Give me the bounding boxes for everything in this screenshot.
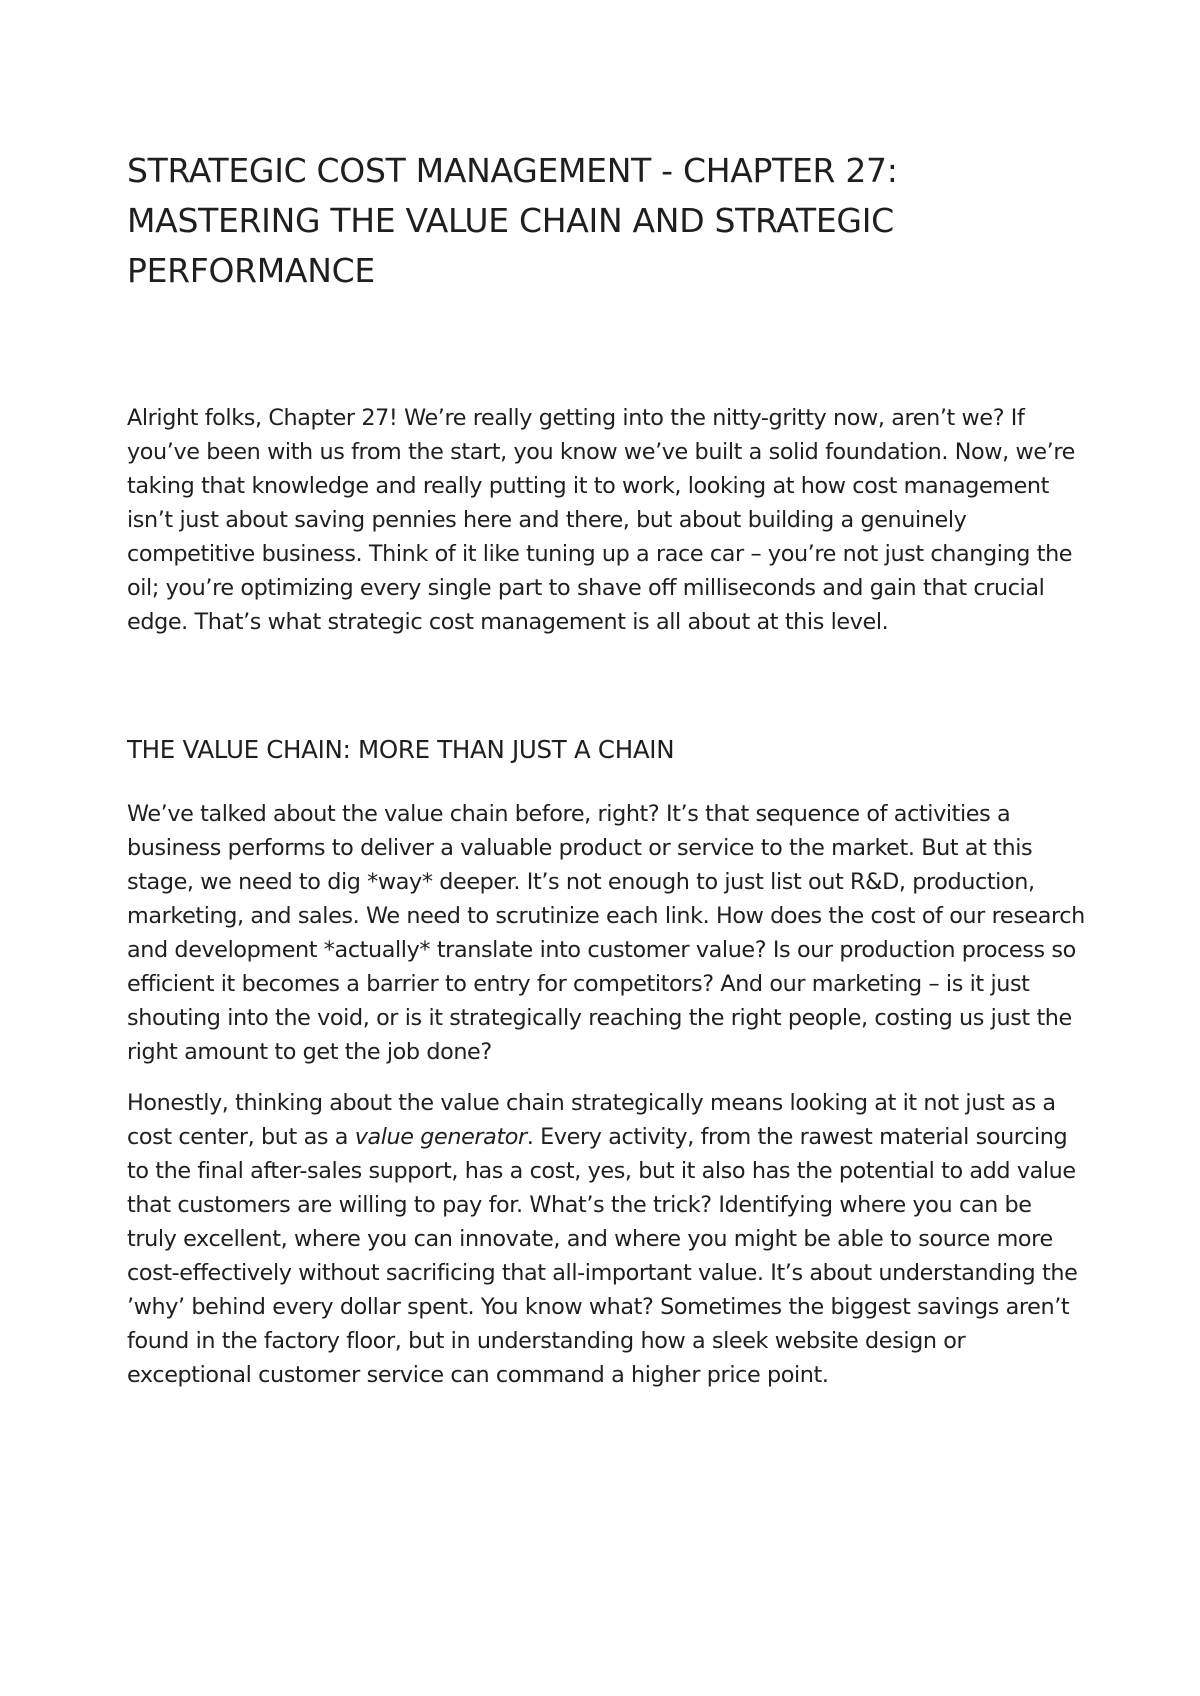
section-paragraph-2 bbox=[127, 1086, 1087, 1392]
intro-paragraph: Alright folks, Chapter 27! We’re really getting into the nitty-gritty now, aren’t we? If you’ve been with us from the start, you know we’ve built a solid foundation. Now, we’re taking that knowledge and really putting it to work, looking at how cost management isn’t just about saving pennies here and there, but about building a genuinely competitive business. Think of it like tuning up a race car – you’re not just changing the oil; you’re optimizing every single part to shave off milliseconds and gain that crucial edge. That’s what strategic cost management is all about at this level. bbox=[127, 405, 1075, 635]
section-paragraph-1: We’ve talked about the value chain before, right? It’s that sequence of activities a business performs to deliver a valuable product or service to the market. But at this stage, we need to dig *way* deeper. It’s not enough to just list out R&D, production, marketing, and sales. We need to scrutinize each link. How does the cost of our research and development *actually* translate into customer value? Is our production process so efficient it becomes a barrier to entry for competitors? And our marketing – is it just shouting into the void, or is it strategically reaching the right people, costing us just the right amount to get the job done? bbox=[127, 801, 1085, 1065]
section-heading: THE VALUE CHAIN: MORE THAN JUST A CHAIN bbox=[127, 735, 675, 764]
document-page bbox=[127, 0, 1087, 1392]
paragraph-2-text-end: . Every activity, from the rawest material sourcing to the final after-sales support, has a cost, yes, but it also has the potential to add value that customers are willing to pay for. What’s the trick? Identifying where you can be truly excellent, where you can innovate, and where you might be able to source more cost-effectively without sacrificing that all-important value. It’s about understanding the ’why’ behind every dollar spent. You know what? Sometimes the biggest savings aren’t found in the factory floor, but in understanding how a sleek website design or exceptional customer service can command a higher price point. bbox=[127, 1124, 1078, 1388]
document-title: STRATEGIC COST MANAGEMENT - CHAPTER 27: MASTERING THE VALUE CHAIN AND STRATEGIC PERFORMANCE bbox=[127, 151, 898, 290]
paragraph-2-text-start: Honestly, thinking about the value chain strategically means looking at it not just as a cost center, but as a bbox=[127, 1090, 1056, 1150]
emphasized-term: value generator bbox=[354, 1124, 527, 1150]
